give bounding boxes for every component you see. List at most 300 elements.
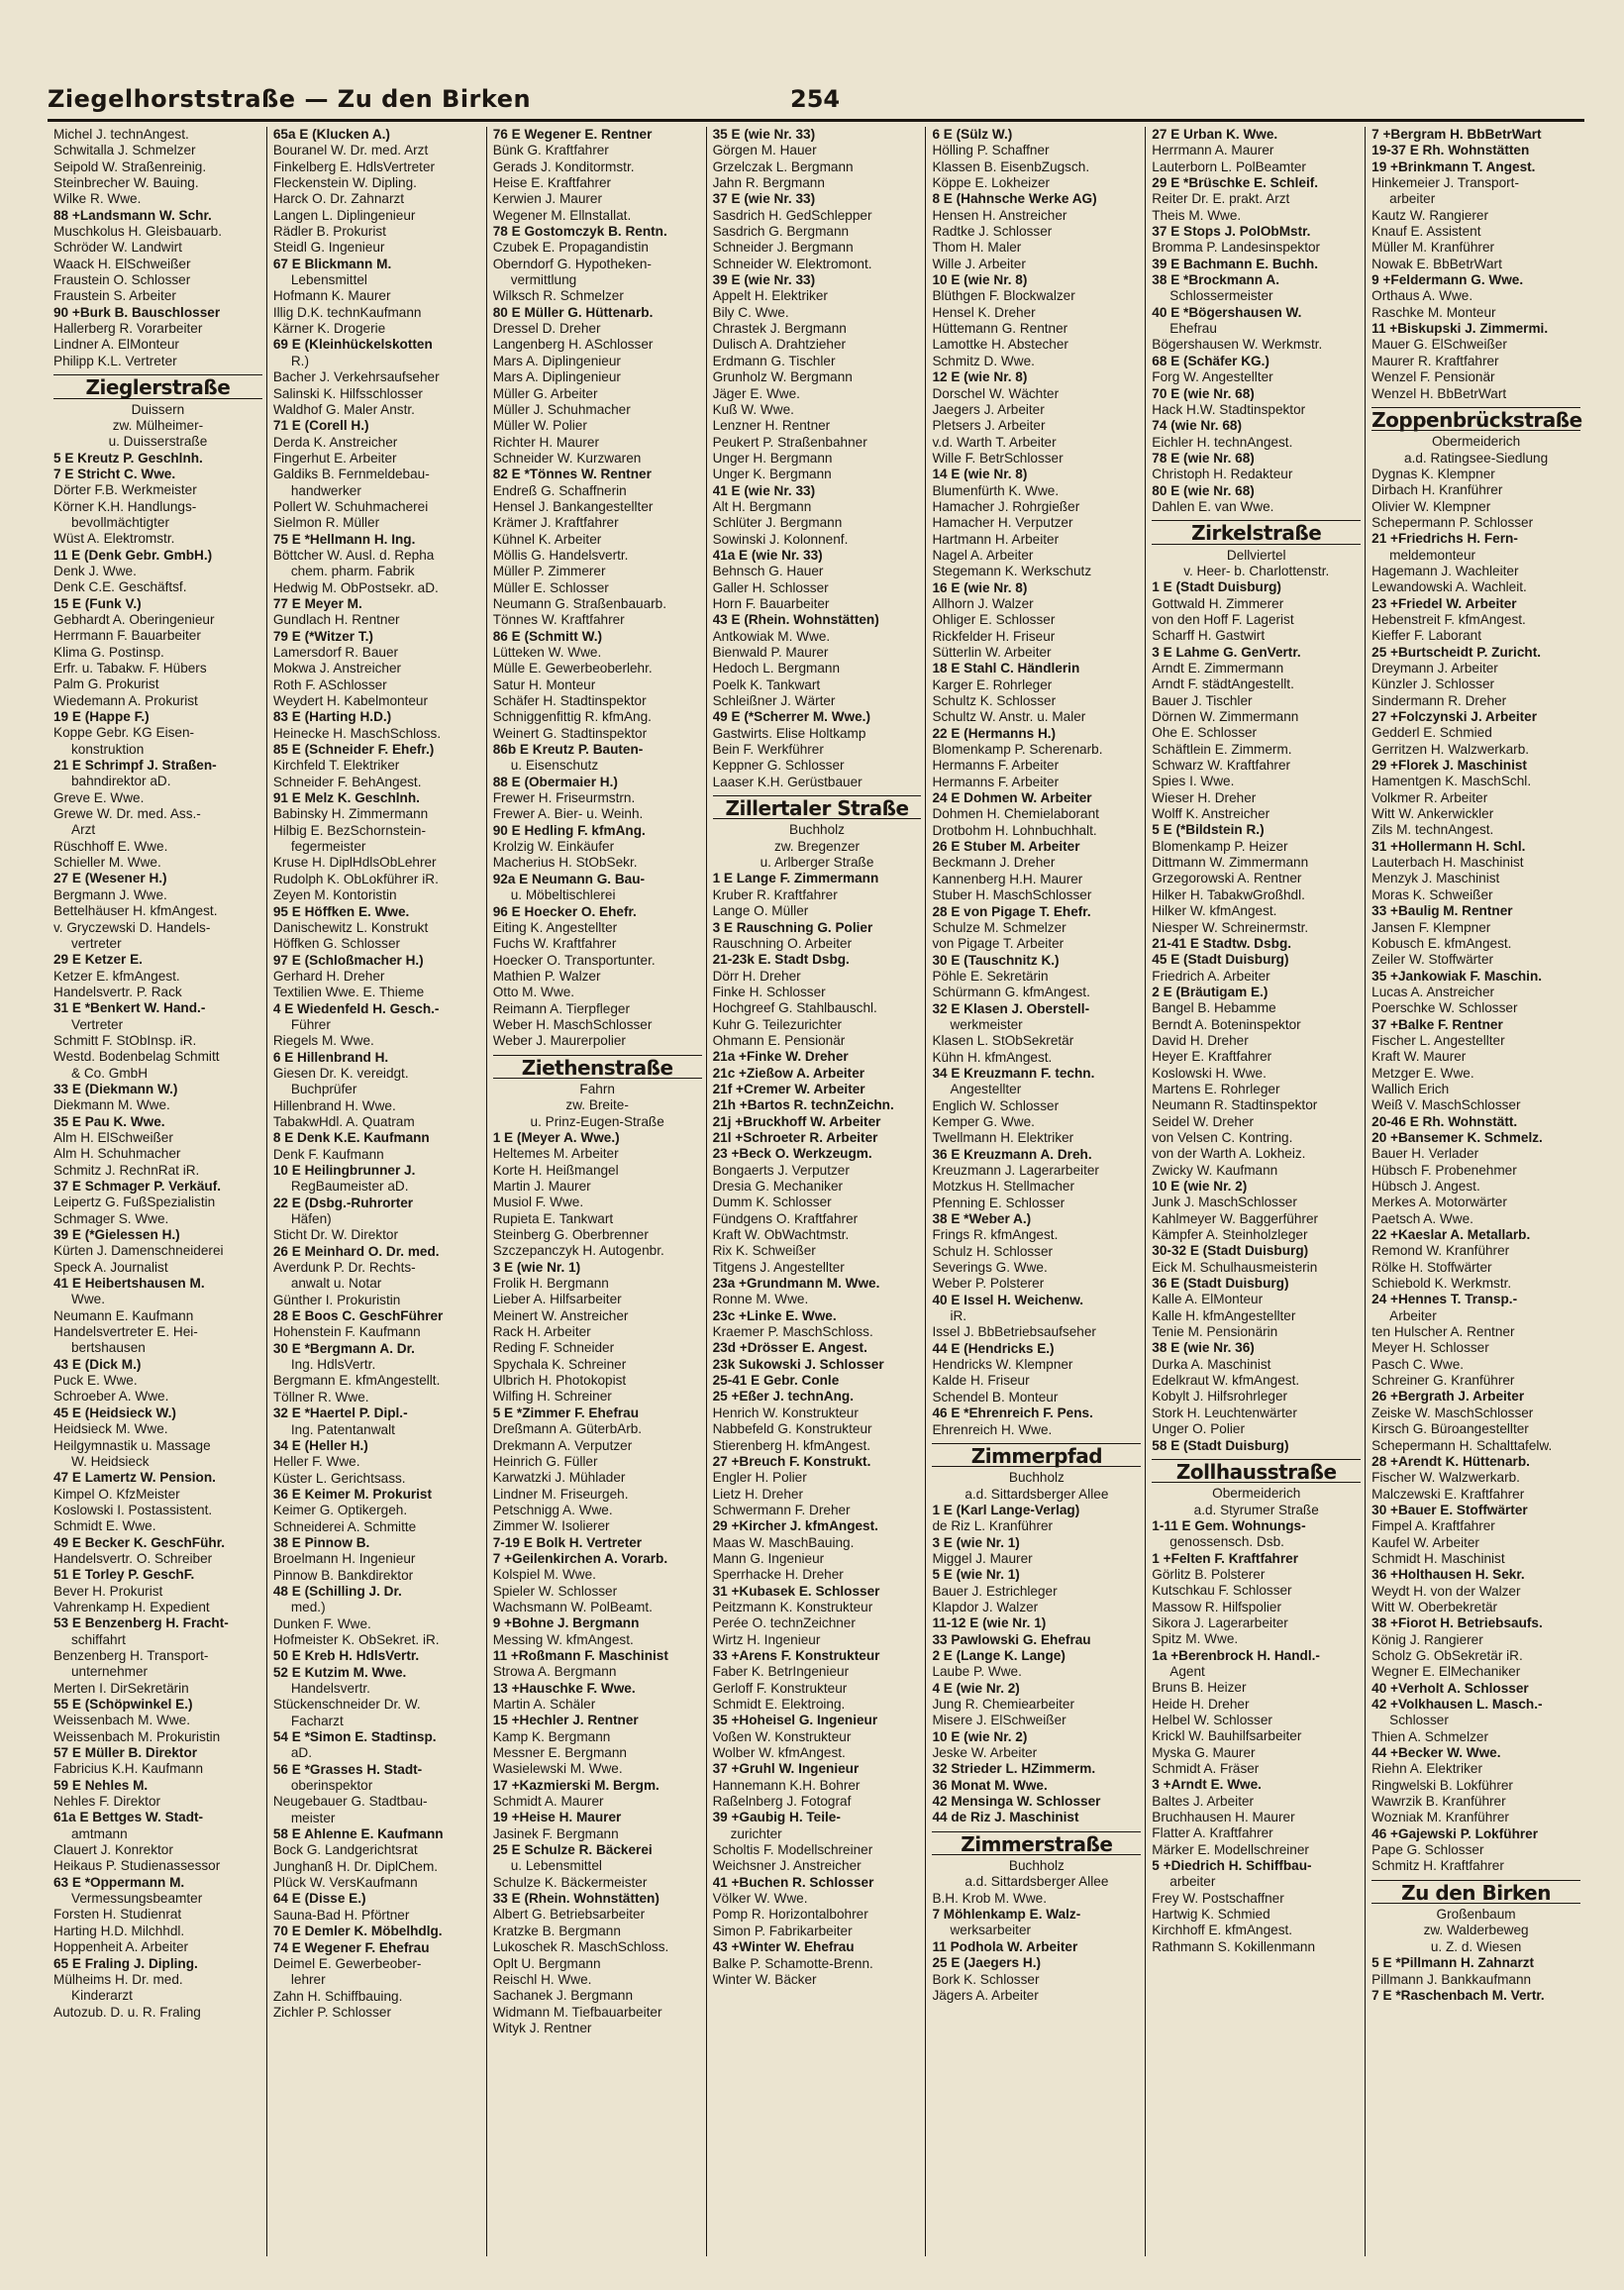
resident-entry: Sasdrich H. GedSchlepper <box>712 207 872 223</box>
resident-entry: Thien A. Schmelzer <box>1371 1728 1489 1744</box>
house-number-entry: 23 +Friedel W. Arbeiter <box>1371 595 1517 611</box>
continuation-line: Wwe. <box>71 1292 105 1307</box>
house-number-entry: 90 E Hedling F. kfmAng. <box>492 822 646 838</box>
house-number-entry: 37 +Gruhl W. Ingenieur <box>712 1761 860 1777</box>
resident-entry: Schmidt E. Elektroing. <box>712 1697 846 1712</box>
continuation-line: fegermeister <box>290 839 366 855</box>
district-line: Großenbaum <box>1436 1907 1516 1923</box>
resident-entry: Herrmann A. Maurer <box>1152 143 1274 158</box>
page-header <box>48 83 1584 122</box>
house-number-entry: 30 E (Tauschnitz K.) <box>932 952 1060 968</box>
resident-entry: Hermanns F. Arbeiter <box>932 774 1060 789</box>
resident-entry: Zeiske W. MaschSchlosser <box>1371 1405 1534 1420</box>
resident-entry: Neumann E. Kaufmann <box>53 1307 194 1323</box>
resident-entry: Antkowiak M. Wwe. <box>712 628 831 644</box>
resident-entry: Czubek E. Propagandistin <box>492 240 649 256</box>
resident-entry: Rathmann S. Kokillenmann <box>1152 1938 1316 1954</box>
resident-entry: Maas W. MaschBauing. <box>712 1534 855 1550</box>
house-number-entry: 36 +Holthausen H. Sekr. <box>1371 1567 1525 1583</box>
resident-entry: Nabbefeld G. Konstrukteur <box>712 1421 872 1437</box>
resident-entry: Schneider F. BehAngest. <box>272 774 422 789</box>
house-number-entry: 8 E Denk K.E. Kaufmann <box>272 1130 430 1146</box>
resident-entry: Möllis G. Handelsvertr. <box>492 547 629 563</box>
resident-entry: Greve E. Wwe. <box>53 789 145 805</box>
resident-entry: Rüschhoff E. Wwe. <box>53 838 168 854</box>
house-number-entry: 65 E Fraling J. Dipling. <box>53 1955 198 1971</box>
house-number-entry: 37 E Stops J. PolObMstr. <box>1152 224 1311 240</box>
resident-entry: Gerloff F. Konstrukteur <box>712 1680 848 1696</box>
resident-entry: Wüst A. Elektromstr. <box>53 531 175 547</box>
house-number-entry: 32 E Klasen J. Oberstell- <box>932 1000 1090 1016</box>
resident-entry: Bily C. Wwe. <box>712 304 789 320</box>
continuation-line: bahndirektor aD. <box>71 774 171 789</box>
resident-entry: Keimer G. Optikergeh. <box>272 1503 408 1518</box>
resident-entry: Korte H. Heißmangel <box>492 1162 619 1178</box>
resident-entry: Nagel A. Arbeiter <box>932 547 1034 563</box>
house-number-entry: 41 E (wie Nr. 33) <box>712 482 816 498</box>
resident-entry: Babinsky H. Zimmermann <box>272 806 429 822</box>
house-number-entry: 21c +Zießow A. Arbeiter <box>712 1065 865 1081</box>
resident-entry: Schroeber A. Wwe. <box>53 1389 169 1405</box>
resident-entry: Hochgreef G. Stahlbauschl. <box>712 1000 877 1016</box>
resident-entry: Weiß V. MaschSchlosser <box>1371 1097 1521 1113</box>
resident-entry: Hoecker O. Transportunter. <box>492 952 656 968</box>
resident-entry: Albert G. Betriebsarbeiter <box>492 1907 646 1923</box>
resident-entry: Riehn A. Elektriker <box>1371 1761 1482 1777</box>
house-number-entry: 23c +Linke E. Wwe. <box>712 1307 837 1323</box>
street-heading: Zillertaler Straße <box>713 795 922 819</box>
resident-entry: Chrastek J. Bergmann <box>712 321 847 337</box>
resident-entry: Dohmen H. Chemielaborant <box>932 806 1099 822</box>
house-number-entry: 41a E (wie Nr. 33) <box>712 547 823 563</box>
continuation-line: Führer <box>290 1016 331 1032</box>
resident-entry: Otto M. Wwe. <box>492 985 575 1000</box>
resident-entry: Paetsch A. Wwe. <box>1371 1210 1473 1226</box>
resident-entry: Zwicky W. Kaufmann <box>1152 1162 1278 1178</box>
directory-column <box>925 127 1145 2256</box>
resident-entry: Wachsmann W. PolBeamt. <box>492 1599 653 1614</box>
resident-entry: Hack H.W. Stadtinspektor <box>1152 401 1306 417</box>
resident-entry: Kerwien J. Maurer <box>492 191 603 207</box>
resident-entry: Faber K. BetrIngenieur <box>712 1664 850 1680</box>
continuation-line: Buchprüfer <box>290 1082 357 1097</box>
continuation-line: u. Eisenschutz <box>510 758 599 774</box>
house-number-entry: 7 E *Raschenbach M. Vertr. <box>1371 1987 1545 2003</box>
resident-entry: Schwitalla J. Schmelzer <box>53 143 196 158</box>
district-line: u. Duisserstraße <box>108 434 208 450</box>
resident-entry: Zimmer W. Isolierer <box>492 1518 610 1534</box>
resident-entry: Poerschke W. Schlosser <box>1371 1000 1518 1016</box>
resident-entry: Sasdrich G. Bergmann <box>712 224 850 240</box>
house-number-entry: 38 E *Weber A.) <box>932 1211 1032 1227</box>
resident-entry: Leipertz G. FußSpezialistin <box>53 1195 216 1210</box>
house-number-entry: 20 +Bansemer K. Schmelz. <box>1371 1129 1543 1145</box>
resident-entry: Muschkolus H. Gleisbauarb. <box>53 224 222 240</box>
resident-entry: von den Hoff F. Lagerist <box>1152 611 1294 627</box>
resident-entry: Scholtis F. Modellschreiner <box>712 1842 873 1858</box>
resident-entry: Bongaerts J. Verputzer <box>712 1162 850 1178</box>
resident-entry: Schulze M. Schmelzer <box>932 919 1066 935</box>
resident-entry: Sachanek J. Bergmann <box>492 1988 634 2004</box>
resident-entry: Hinkemeier J. Transport- <box>1371 175 1519 191</box>
resident-entry: Denk J. Wwe. <box>53 563 137 578</box>
resident-entry: Pape G. Schlosser <box>1371 1842 1484 1858</box>
house-number-entry: 52 E Kutzim M. Wwe. <box>272 1664 407 1680</box>
house-number-entry: 45 E (Heidsieck W.) <box>53 1405 176 1420</box>
resident-entry: Vahrenkamp H. Expedient <box>53 1599 210 1614</box>
house-number-entry: 21f +Cremer W. Arbeiter <box>712 1081 865 1096</box>
resident-entry: Weissenbach M. Prokuristin <box>53 1728 221 1744</box>
house-number-entry: 49 E Becker K. GeschFühr. <box>53 1534 226 1550</box>
resident-entry: Klima G. Postinsp. <box>53 644 164 660</box>
house-number-entry: 31 +Hollermann H. Schl. <box>1371 838 1526 854</box>
continuation-line: Lebensmittel <box>290 272 367 288</box>
house-number-entry: 31 +Kubasek E. Schlosser <box>712 1583 880 1599</box>
resident-entry: Ohmann E. Pensionär <box>712 1032 846 1048</box>
resident-entry: Schmitt F. StObInsp. iR. <box>53 1032 197 1048</box>
resident-entry: Martin A. Schäler <box>492 1697 596 1712</box>
resident-entry: Motzkus H. Stellmacher <box>932 1179 1074 1195</box>
resident-entry: Fischer L. Angestellter <box>1371 1032 1505 1048</box>
resident-entry: Schneiderei A. Schmitte <box>272 1518 417 1534</box>
house-number-entry: 76 E Wegener E. Rentner <box>492 127 653 142</box>
page-number: 254 <box>790 85 841 113</box>
house-number-entry: 58 E Ahlenne E. Kaufmann <box>272 1826 444 1842</box>
resident-entry: Dirbach H. Kranführer <box>1371 482 1503 498</box>
resident-entry: Hensel K. Dreher <box>932 304 1036 320</box>
resident-entry: Jasinek F. Bergmann <box>492 1825 619 1841</box>
resident-entry: Schürmann G. kfmAngest. <box>932 985 1090 1000</box>
house-number-entry: 32 E *Haertel P. Dipl.- <box>272 1405 408 1421</box>
resident-entry: Pomp R. Horizontalbohrer <box>712 1907 868 1923</box>
resident-entry: Neumann G. Straßenbauarb. <box>492 595 667 611</box>
resident-entry: Sticht Dr. W. Direktor <box>272 1227 398 1243</box>
resident-entry: Neugebauer G. Stadtbau- <box>272 1794 428 1810</box>
house-number-entry: 1 +Felten F. Kraftfahrer <box>1152 1550 1298 1566</box>
resident-entry: Wegener M. Ellnstallat. <box>492 207 632 223</box>
resident-entry: Weber J. Maurerpolier <box>492 1033 626 1049</box>
resident-entry: David H. Dreher <box>1152 1032 1249 1048</box>
resident-entry: Mann G. Ingenieur <box>712 1550 825 1566</box>
resident-entry: Schultz W. Anstr. u. Maler <box>932 709 1086 725</box>
house-number-entry: 10 E (wie Nr. 2) <box>932 1728 1028 1744</box>
house-number-entry: 71 E (Corell H.) <box>272 418 369 434</box>
house-number-entry: 64 E (Disse E.) <box>272 1891 366 1907</box>
house-number-entry: 31 E *Benkert W. Hand.- <box>53 1000 206 1016</box>
resident-entry: Kärner K. Drogerie <box>272 321 386 337</box>
resident-entry: Massow R. Hilfspolier <box>1152 1599 1281 1614</box>
resident-entry: Scharff H. Gastwirt <box>1152 628 1266 644</box>
resident-entry: Schniggenfittig R. kfmAng. <box>492 709 652 725</box>
resident-entry: Friedrich A. Arbeiter <box>1152 968 1270 984</box>
resident-entry: Rauschning O. Arbeiter <box>712 935 853 951</box>
resident-entry: Ohe E. Schlosser <box>1152 725 1258 741</box>
house-number-entry: 10 E (wie Nr. 8) <box>932 272 1028 288</box>
house-number-entry: 5 E (*Bildstein R.) <box>1152 822 1265 838</box>
resident-entry: Müller G. Arbeiter <box>492 385 598 401</box>
resident-entry: Weydt H. von der Walzer <box>1371 1583 1521 1599</box>
resident-entry: Dörnen W. Zimmermann <box>1152 709 1299 725</box>
district-line: zw. Bregenzer <box>773 838 861 854</box>
continuation-line: meister <box>290 1810 336 1825</box>
house-number-entry: 80 E Müller G. Hüttenarb. <box>492 304 654 320</box>
continuation-line: Facharzt <box>290 1713 344 1728</box>
resident-entry: Koppe Gebr. KG Eisen- <box>53 725 195 741</box>
resident-entry: Müller J. Schuhmacher <box>492 401 631 417</box>
house-number-entry: 37 E Schmager P. Verkäuf. <box>53 1179 222 1194</box>
continuation-line: Vertreter <box>71 1016 124 1032</box>
resident-entry: Ehrenreich H. Wwe. <box>932 1421 1053 1437</box>
house-number-entry: 35 E Pau K. Wwe. <box>53 1113 165 1129</box>
resident-entry: Köppe E. Lokheizer <box>932 175 1051 191</box>
resident-entry: Hannemann K.H. Bohrer <box>712 1777 861 1793</box>
street-heading: Zollhausstraße <box>1152 1459 1361 1483</box>
house-number-entry: 46 E *Ehrenreich F. Pens. <box>932 1405 1093 1421</box>
resident-entry: Rix K. Schweißer <box>712 1243 816 1259</box>
resident-entry: Märker E. Modellschreiner <box>1152 1841 1309 1857</box>
house-number-entry: 26 E Meinhard O. Dr. med. <box>272 1243 440 1259</box>
resident-entry: Kraemer P. MaschSchloss. <box>712 1324 873 1340</box>
resident-entry: Forsten H. Studienrat <box>53 1907 182 1923</box>
house-number-entry: 33 E (Diekmann W.) <box>53 1081 178 1096</box>
resident-entry: Künzler J. Schlosser <box>1371 677 1495 692</box>
house-number-entry: 39 +Gaubig H. Teile- <box>712 1810 841 1825</box>
resident-entry: Reimann A. Tierpfleger <box>492 1000 630 1016</box>
resident-entry: Dresia G. Mechaniker <box>712 1179 844 1194</box>
resident-entry: Rädler B. Prokurist <box>272 224 386 240</box>
resident-entry: Musiol F. Wwe. <box>492 1195 584 1210</box>
resident-entry: Wawrzik B. Kranführer <box>1371 1794 1506 1810</box>
resident-entry: Gerritzen H. Walzwerkarb. <box>1371 741 1530 757</box>
resident-entry: Schäfer H. Stadtinspektor <box>492 693 647 709</box>
house-number-entry: 33 +Baulig M. Rentner <box>1371 903 1513 919</box>
resident-entry: Unger H. Bergmann <box>712 450 833 466</box>
continuation-line: meldemonteur <box>1389 547 1476 563</box>
resident-entry: Broelmann H. Ingenieur <box>272 1551 416 1567</box>
district-line: zw. Mülheimer- <box>112 417 204 433</box>
resident-entry: Ohliger E. Schlosser <box>932 612 1056 628</box>
house-number-entry: 11 +Roßmann F. Maschinist <box>492 1647 668 1663</box>
continuation-line: Schlossermeister <box>1169 288 1273 304</box>
house-number-entry: 57 E Müller B. Direktor <box>53 1745 198 1761</box>
house-number-entry: 70 E (wie Nr. 68) <box>1152 385 1255 401</box>
resident-entry: Jahn R. Bergmann <box>712 175 825 191</box>
house-number-entry: 47 E Lamertz W. Pension. <box>53 1470 216 1486</box>
house-number-entry: 88 +Landsmann W. Schr. <box>53 207 212 223</box>
resident-entry: v.d. Warth T. Arbeiter <box>932 434 1057 450</box>
resident-entry: Autozub. D. u. R. Fraling <box>53 2004 201 2020</box>
house-number-entry: 53 E Benzenberg H. Fracht- <box>53 1615 229 1631</box>
house-number-entry: 5 E Kreutz P. Geschlnh. <box>53 450 203 466</box>
resident-entry: Derda K. Anstreicher <box>272 434 398 450</box>
resident-entry: Radtke J. Schlosser <box>932 224 1053 240</box>
resident-entry: Weichsner J. Anstreicher <box>712 1858 862 1874</box>
house-number-entry: 27 +Folczynski J. Arbeiter <box>1371 709 1538 725</box>
house-number-entry: 74 (wie Nr. 68) <box>1152 418 1242 434</box>
resident-entry: Schreiner G. Kranführer <box>1371 1373 1515 1389</box>
house-number-entry: 95 E Höffken E. Wwe. <box>272 903 410 919</box>
house-number-entry: 30-32 E (Stadt Duisburg) <box>1152 1243 1309 1259</box>
continuation-line: handwerker <box>290 482 361 498</box>
house-number-entry: 78 E Gostomczyk B. Rentn. <box>492 224 667 240</box>
resident-entry: Michel J. technAngest. <box>53 127 189 142</box>
house-number-entry: 26 +Bergrath J. Arbeiter <box>1371 1389 1525 1405</box>
district-line: zw. Breite- <box>565 1097 629 1113</box>
house-number-entry: 44 E (Hendricks E.) <box>932 1340 1055 1356</box>
district-line: zw. Walderbeweg <box>1423 1923 1529 1938</box>
resident-entry: Neumann R. Stadtinspektor <box>1152 1097 1318 1113</box>
resident-entry: Kahlmeyer W. Baggerführer <box>1152 1210 1319 1226</box>
resident-entry: Lauterbach H. Maschinist <box>1371 855 1524 871</box>
continuation-line: Ing. Patentanwalt <box>290 1421 395 1437</box>
resident-entry: Spitz M. Wwe. <box>1152 1631 1239 1647</box>
resident-entry: Spieler W. Schlosser <box>492 1583 618 1599</box>
resident-entry: Martin J. Maurer <box>492 1179 591 1194</box>
resident-entry: Bein F. Werkführer <box>712 742 824 758</box>
resident-entry: Kemper G. Wwe. <box>932 1113 1035 1129</box>
resident-entry: Messing W. kfmAngest. <box>492 1631 634 1647</box>
house-number-entry: 91 E Melz K. Geschlnh. <box>272 790 420 806</box>
resident-entry: Kuhr G. Teilezurichter <box>712 1016 843 1032</box>
street-heading: Zu den Birken <box>1371 1880 1580 1904</box>
resident-entry: Hilbig E. BezSchornstein- <box>272 822 426 838</box>
house-number-entry: 96 E Hoecker O. Ehefr. <box>492 903 637 919</box>
house-number-entry: 41 E Heibertshausen M. <box>53 1276 205 1292</box>
resident-entry: Twellmann H. Elektriker <box>932 1130 1074 1146</box>
resident-entry: Frewer A. Bier- u. Weinh. <box>492 806 644 822</box>
resident-entry: Hofmeister K. ObSekret. iR. <box>272 1631 440 1647</box>
resident-entry: Bauer J. Estrichleger <box>932 1583 1058 1599</box>
resident-entry: Poelk K. Tankwart <box>712 677 821 692</box>
resident-entry: Fraustein O. Schlosser <box>53 272 191 288</box>
house-number-entry: 25 E Schulze R. Bäckerei <box>492 1842 653 1858</box>
house-number-entry: 38 E *Brockmann A. <box>1152 272 1279 288</box>
resident-entry: Kürten J. Damenschneiderei <box>53 1243 224 1259</box>
resident-entry: Handelsvertr. O. Schreiber <box>53 1550 213 1566</box>
house-number-entry: 9 +Bohne J. Bergmann <box>492 1615 640 1631</box>
resident-entry: Hübsch F. Probenehmer <box>1371 1162 1517 1178</box>
continuation-line: konstruktion <box>71 741 145 757</box>
resident-entry: Herrmann F. Bauarbeiter <box>53 628 201 644</box>
house-number-entry: 51 E Torley P. GeschF. <box>53 1567 195 1583</box>
house-number-entry: 19 +Heise H. Maurer <box>492 1810 622 1825</box>
resident-entry: Meinert W. Anstreicher <box>492 1307 629 1323</box>
house-number-entry: 19 E (Happe F.) <box>53 709 150 725</box>
house-number-entry: 14 E (wie Nr. 8) <box>932 467 1028 482</box>
resident-entry: Bettelhäuser H. kfmAngest. <box>53 903 218 919</box>
resident-entry: Fündgens O. Kraftfahrer <box>712 1210 859 1226</box>
resident-entry: Wilksch R. Schmelzer <box>492 288 624 304</box>
resident-entry: Stuber H. MaschSchlosser <box>932 887 1092 903</box>
resident-entry: König J. Rangierer <box>1371 1631 1483 1647</box>
resident-entry: Küster L. Gerichtsass. <box>272 1470 406 1486</box>
continuation-line: & Co. GmbH <box>71 1065 149 1081</box>
continuation-line: anwalt u. Notar <box>290 1276 382 1292</box>
house-number-entry: 37 E (wie Nr. 33) <box>712 191 816 207</box>
house-number-entry: 28 E von Pigage T. Ehefr. <box>932 903 1091 919</box>
resident-entry: Keppner G. Schlosser <box>712 758 845 774</box>
resident-entry: Unger O. Polier <box>1152 1421 1245 1437</box>
house-number-entry: 8 E (Hahnsche Werke AG) <box>932 191 1097 207</box>
resident-entry: Stierenberg H. kfmAngest. <box>712 1437 870 1453</box>
resident-entry: Hamacher J. Rohrgießer <box>932 498 1080 514</box>
house-number-entry: 5 E (wie Nr. 1) <box>932 1567 1020 1583</box>
resident-entry: Niesper W. Schreinermstr. <box>1152 919 1309 935</box>
resident-entry: Alt H. Bergmann <box>712 498 812 514</box>
resident-entry: Hamacher H. Verputzer <box>932 515 1073 531</box>
continuation-line: iR. <box>950 1308 967 1324</box>
resident-entry: Kratzke B. Bergmann <box>492 1923 621 1938</box>
resident-entry: Knauf E. Assistent <box>1371 224 1481 240</box>
resident-entry: Misere J. ElSchweißer <box>932 1713 1066 1728</box>
resident-entry: Frolik H. Bergmann <box>492 1276 609 1292</box>
district-line: u. Prinz-Eugen-Straße <box>530 1113 664 1129</box>
continuation-line: u. Lebensmittel <box>510 1858 602 1874</box>
continuation-line: arbeiter <box>1169 1874 1216 1890</box>
continuation-line: R.) <box>290 353 309 368</box>
resident-entry: Galdiks B. Fernmeldebau- <box>272 467 430 482</box>
resident-entry: Henrich W. Konstrukteur <box>712 1405 859 1420</box>
resident-entry: Kannenberg H.H. Maurer <box>932 871 1083 886</box>
resident-entry: Drotbohm H. Lohnbuchhalt. <box>932 822 1097 838</box>
house-number-entry: 35 E (wie Nr. 33) <box>712 127 816 142</box>
resident-entry: Koslowski H. Wwe. <box>1152 1065 1267 1081</box>
resident-entry: Klasen L. StObSekretär <box>932 1033 1074 1049</box>
resident-entry: Weber H. MaschSchlosser <box>492 1016 653 1032</box>
house-number-entry: 13 +Hauschke F. Wwe. <box>492 1680 636 1696</box>
resident-entry: Kühn H. kfmAngest. <box>932 1049 1053 1065</box>
resident-entry: Hohenstein F. Kaufmann <box>272 1324 421 1340</box>
continuation-line: zurichter <box>730 1825 782 1841</box>
house-number-entry: 3 +Arndt E. Wwe. <box>1152 1777 1262 1793</box>
resident-entry: Schepermann H. Schalttafelw. <box>1371 1437 1553 1453</box>
resident-entry: Bergmann J. Wwe. <box>53 886 167 902</box>
resident-entry: Kautz W. Rangierer <box>1371 207 1489 223</box>
resident-entry: Schmitz J. RechnRat iR. <box>53 1162 200 1178</box>
directory-columns <box>48 127 1584 2256</box>
resident-entry: Heide H. Dreher <box>1152 1696 1250 1712</box>
resident-entry: Heller F. Wwe. <box>272 1454 360 1470</box>
resident-entry: Zeiler W. Stoffwärter <box>1371 952 1494 968</box>
resident-entry: Forg W. Angestellter <box>1152 369 1273 385</box>
resident-entry: Schmitz H. Kraftfahrer <box>1371 1858 1504 1874</box>
resident-entry: Schendel B. Monteur <box>932 1389 1059 1405</box>
house-number-entry: 36 E (Stadt Duisburg) <box>1152 1276 1289 1292</box>
house-number-entry: 3 E Lahme G. GenVertr. <box>1152 644 1301 660</box>
house-number-entry: 37 +Balke F. Rentner <box>1371 1016 1503 1032</box>
resident-entry: Bangel B. Hebamme <box>1152 1000 1276 1016</box>
resident-entry: Mars A. Diplingenieur <box>492 353 621 368</box>
resident-entry: Baltes J. Arbeiter <box>1152 1793 1255 1809</box>
resident-entry: Christoph H. Redakteur <box>1152 467 1293 482</box>
resident-entry: Laube P. Wwe. <box>932 1664 1022 1680</box>
house-number-entry: 3 E (wie Nr. 1) <box>932 1534 1020 1550</box>
resident-entry: v. Gryczewski D. Handels- <box>53 919 211 935</box>
resident-entry: Kobylt J. Hilfsrohrleger <box>1152 1389 1288 1405</box>
house-number-entry: 58 E (Stadt Duisburg) <box>1152 1437 1289 1453</box>
resident-entry: Junk J. MaschSchlosser <box>1152 1195 1297 1210</box>
continuation-line: Ing. HdlsVertr. <box>290 1357 376 1373</box>
resident-entry: Weber P. Polsterer <box>932 1276 1045 1292</box>
resident-entry: Hensen H. Anstreicher <box>932 207 1067 223</box>
resident-entry: Ronne M. Wwe. <box>712 1292 809 1307</box>
resident-entry: Dittmann W. Zimmermann <box>1152 855 1309 871</box>
house-number-entry: 79 E (*Witzer T.) <box>272 628 373 644</box>
resident-entry: Gottwald H. Zimmerer <box>1152 595 1284 611</box>
house-number-entry: 22 +Kaeslar A. Metallarb. <box>1371 1227 1531 1243</box>
resident-entry: Peitzmann K. Konstrukteur <box>712 1599 873 1614</box>
resident-entry: Pletsers J. Arbeiter <box>932 418 1046 434</box>
